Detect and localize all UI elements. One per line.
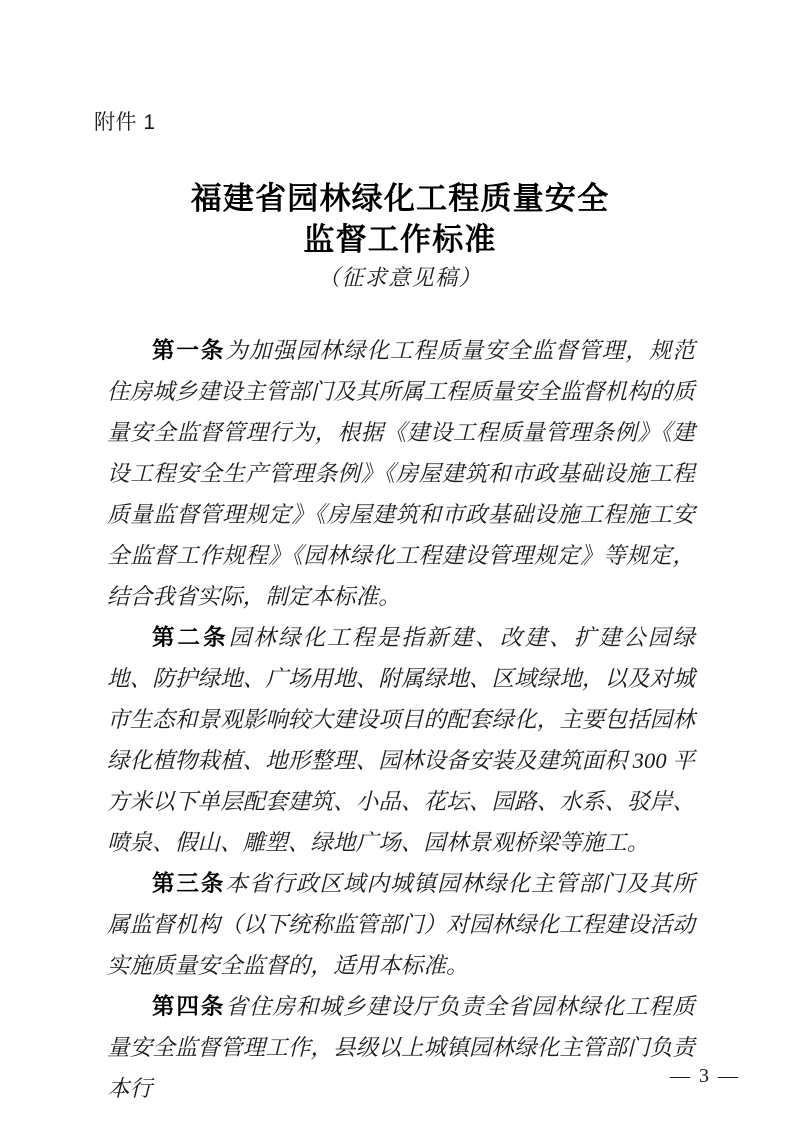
page-title [0,178,800,260]
attachment-label: 附件 1 [94,111,156,134]
article-3 [107,863,695,986]
article-3-number: 第三条 [152,871,226,896]
article-3-text: 本省行政区域内城镇园林绿化主管部门及其所属监督机构（以下统称监管部门）对园林绿化工程建设活动实施质量安全监督的，适用本标准。 [107,871,695,978]
article-2 [107,617,695,863]
article-1-number: 第一条 [152,338,226,363]
article-2-text: 园林绿化工程是指新建、改建、扩建公园绿地、防护绿地、广场用地、附属绿地、区域绿地，以及对城市生态和景观影响较大建设项目的配套绿化，主要包括园林绿化植物栽植、地形整理、园林设备安装及建筑面积 300 平方米以下单层配套建筑、小品、花坛、园路、水系、驳岸、喷泉、假山、雕塑、绿地广场、园林景观桥梁等施工。 [107,625,695,855]
page-title-line-2: 监督工作标准 [303,222,497,257]
article-4 [107,986,695,1109]
page-number: — 3 — [670,1065,740,1087]
article-4-number: 第四条 [152,994,226,1019]
article-1-text: 为加强园林绿化工程质量安全监督管理，规范住房城乡建设主管部门及其所属工程质量安全监督机构的质量安全监督管理行为，根据《建设工程质量管理条例》《建设工程安全生产管理条例》《房屋建筑和市政基础设施工程质量监督管理规定》《房屋建筑和市政基础设施工程施工安全监督工作规程》《园林绿化工程建设管理规定》等规定，结合我省实际，制定本标准。 [107,338,695,609]
article-1 [107,330,695,617]
article-2-number: 第二条 [152,625,229,650]
page-title-line-1: 福建省园林绿化工程质量安全 [190,181,610,216]
document-body [107,330,695,1109]
page-subtitle: （征求意见稿） [317,265,483,290]
article-4-text: 省住房和城乡建设厅负责全省园林绿化工程质量安全监督管理工作，县级以上城镇园林绿化主管部门负责本行 [107,994,695,1101]
